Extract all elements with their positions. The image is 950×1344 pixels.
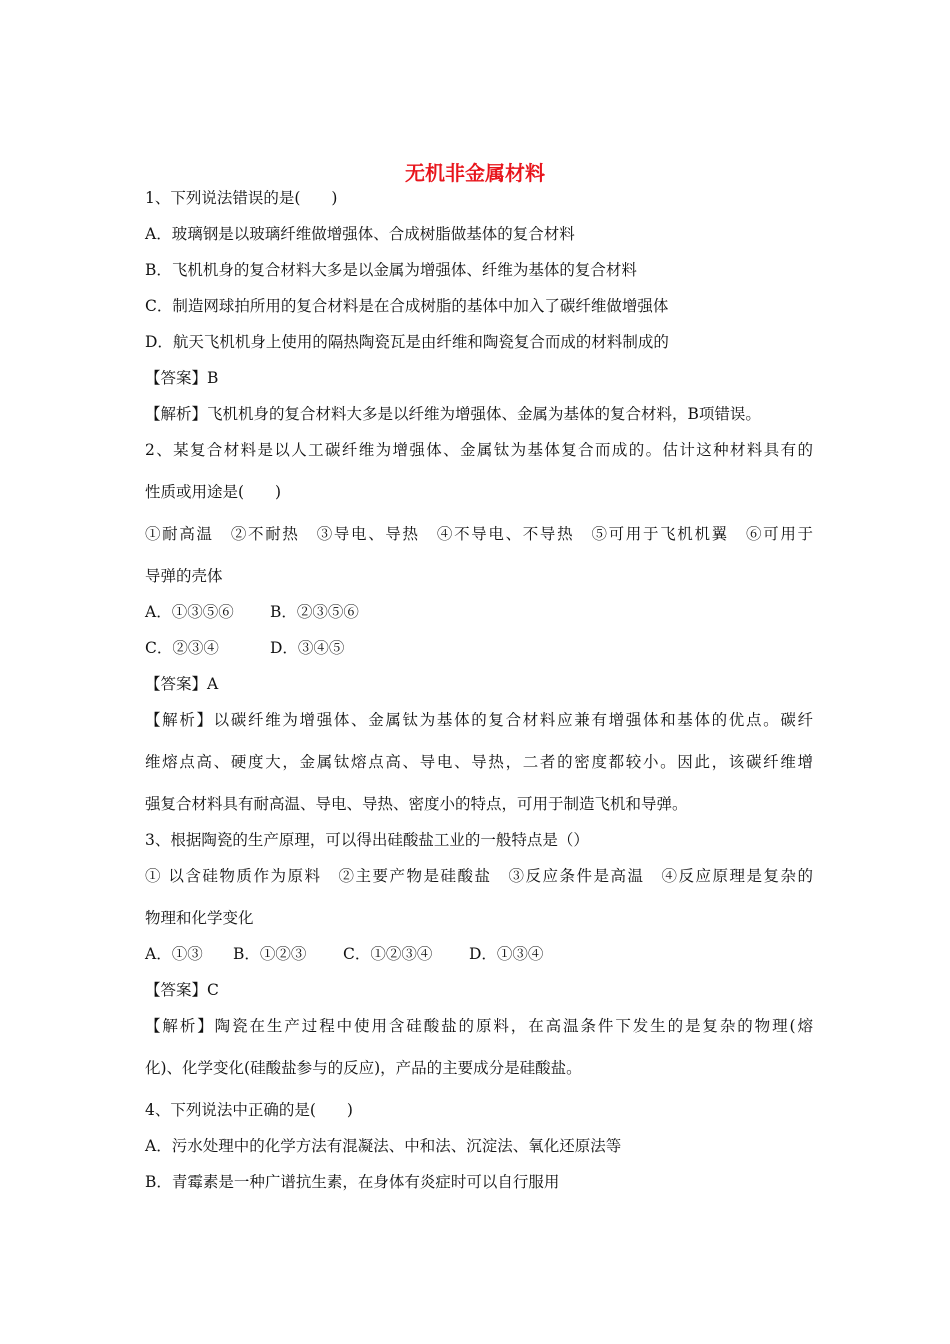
question-3-items-line-1: ① 以含硅物质作为原料 ②主要产物是硅酸盐 ③反应条件是高温 ④反应原理是复杂的 <box>145 867 813 885</box>
question-2-options-ab <box>145 600 813 624</box>
question-2-option-a: A．①③⑤⑥ <box>145 603 234 621</box>
question-2-option-b: B．②③⑤⑥ <box>270 603 359 621</box>
question-2 <box>145 438 813 816</box>
question-1-option-c: C．制造网球拍所用的复合材料是在合成树脂的基体中加入了碳纤维做增强体 <box>145 297 669 315</box>
question-4 <box>145 1098 813 1194</box>
question-3-items-line-2: 物理和化学变化 <box>145 909 254 927</box>
question-1-option-a: A．玻璃钢是以玻璃纤维做增强体、合成树脂做基体的复合材料 <box>145 225 575 243</box>
question-1 <box>145 186 813 426</box>
question-2-option-c: C．②③④ <box>145 639 219 657</box>
question-2-options-cd <box>145 636 813 660</box>
question-1-answer: 【答案】B <box>145 369 219 387</box>
question-4-option-a: A．污水处理中的化学方法有混凝法、中和法、沉淀法、氧化还原法等 <box>145 1137 622 1155</box>
question-3-option-d: D．①③④ <box>469 945 544 963</box>
question-1-analysis: 【解析】飞机机身的复合材料大多是以纤维为增强体、金属为基体的复合材料，B项错误。 <box>145 405 761 423</box>
question-2-stem-line-2: 性质或用途是( ) <box>145 483 282 501</box>
question-2-analysis-line-3: 强复合材料具有耐高温、导电、导热、密度小的特点，可用于制造飞机和导弹。 <box>145 795 688 813</box>
question-3-option-a: A．①③ <box>145 945 203 963</box>
question-1-option-d: D．航天飞机机身上使用的隔热陶瓷瓦是由纤维和陶瓷复合而成的材料制成的 <box>145 333 669 351</box>
question-4-stem: 4、下列说法中正确的是( ) <box>145 1101 353 1119</box>
question-2-answer: 【答案】A <box>145 675 219 693</box>
page-title: 无机非金属材料 <box>405 161 545 185</box>
question-3-option-c: C．①②③④ <box>343 945 433 963</box>
question-1-option-b: B．飞机机身的复合材料大多是以金属为增强体、纤维为基体的复合材料 <box>145 261 637 279</box>
question-2-items-line-1: ①耐高温 ②不耐热 ③导电、导热 ④不导电、不导热 ⑤可用于飞机机翼 ⑥可用于 <box>145 525 813 543</box>
question-3-stem: 3、根据陶瓷的生产原理，可以得出硅酸盐工业的一般特点是（） <box>145 831 589 849</box>
question-3-answer: 【答案】C <box>145 981 219 999</box>
question-3-option-b: B．①②③ <box>233 945 307 963</box>
question-2-analysis-line-2: 维熔点高、硬度大，金属钛熔点高、导电、导热，二者的密度都较小。因此，该碳纤维增 <box>145 753 813 771</box>
question-2-analysis-line-1: 【解析】以碳纤维为增强体、金属钛为基体的复合材料应兼有增强体和基体的优点。碳纤 <box>145 711 813 729</box>
question-2-items-line-2: 导弹的壳体 <box>145 567 223 585</box>
question-3-analysis-line-2: 化)、化学变化(硅酸盐参与的反应)，产品的主要成分是硅酸盐。 <box>145 1059 582 1077</box>
question-3 <box>145 828 813 1080</box>
question-4-option-b: B．青霉素是一种广谱抗生素，在身体有炎症时可以自行服用 <box>145 1173 560 1191</box>
question-2-stem-line-1: 2、某复合材料是以人工碳纤维为增强体、金属钛为基体复合而成的。估计这种材料具有的 <box>145 441 813 459</box>
question-2-option-d: D．③④⑤ <box>270 639 345 657</box>
question-3-analysis-line-1: 【解析】陶瓷在生产过程中使用含硅酸盐的原料，在高温条件下发生的是复杂的物理(熔 <box>145 1017 813 1035</box>
question-1-stem: 1、下列说法错误的是( ) <box>145 189 338 207</box>
document-body <box>145 186 813 1194</box>
question-3-options <box>145 942 813 966</box>
